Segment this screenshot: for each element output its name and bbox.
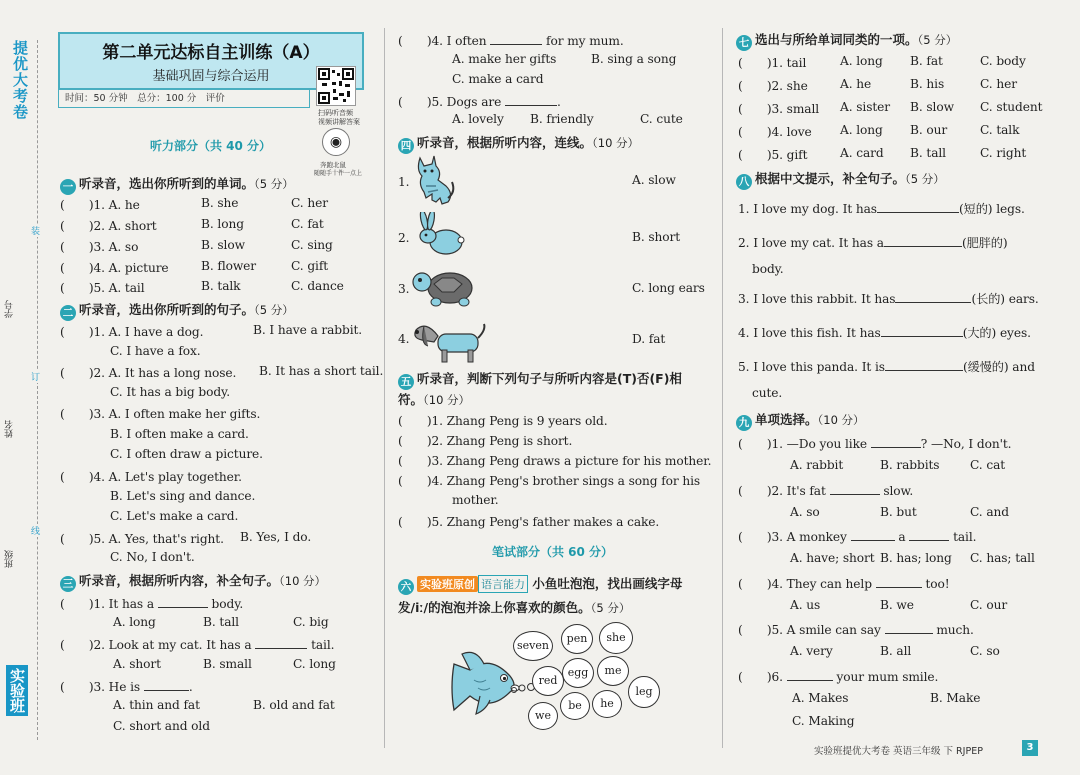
c2-q5-b[interactable]: B. friendly — [530, 112, 594, 126]
s8-q5-cont: cute. — [752, 386, 783, 400]
cat-icon[interactable] — [412, 152, 458, 211]
s9-q2-a[interactable]: A. so — [790, 505, 820, 519]
answer-blank[interactable] — [876, 578, 922, 588]
s2-q1-c[interactable]: C. I have a fox. — [110, 344, 201, 358]
side-seal-char: 线 — [31, 524, 40, 537]
bubble-leg[interactable]: leg — [628, 676, 660, 708]
s7-q3-b[interactable]: B. slow — [910, 100, 954, 114]
section-2-heading: 二 听录音，选出你所听到的句子。（5 分） — [60, 300, 294, 321]
s1-q2-num: ( )2. A. short — [60, 219, 157, 233]
answer-blank[interactable] — [885, 624, 933, 634]
s2-q3-a[interactable]: ( )3. A. I often make her gifts. — [60, 407, 261, 421]
side-seal-char: 订 — [31, 370, 40, 383]
s9-q2-c[interactable]: C. and — [970, 505, 1009, 519]
answer-blank[interactable] — [490, 35, 542, 45]
s2-q5-a[interactable]: ( )5. A. Yes, that's right. — [60, 532, 224, 546]
s9-q1-c[interactable]: C. cat — [970, 458, 1006, 472]
s9-q6-stem: ( )6. your mum smile. — [738, 670, 939, 684]
s9-q2-stem: ( )2. It's fat slow. — [738, 484, 914, 498]
s3-q3-stem: ( )3. He is . — [60, 680, 193, 694]
s5-q2[interactable]: ( )2. Zhang Peng is short. — [398, 434, 573, 448]
section-6-heading-cont: 发/iː/的泡泡并涂上你喜欢的颜色。（5 分） — [398, 600, 631, 615]
listening-header: 听力部分（共 40 分） — [150, 139, 272, 153]
s2-q1-b[interactable]: B. I have a rabbit. — [253, 323, 363, 337]
s7-q4: ( )4. love — [738, 125, 812, 139]
answer-blank[interactable] — [505, 96, 557, 106]
answer-blank[interactable] — [871, 438, 921, 448]
s7-q4-a[interactable]: A. long — [840, 123, 883, 137]
s3-q1-a[interactable]: A. long — [113, 615, 156, 629]
answer-blank[interactable] — [830, 485, 880, 495]
s3-q1-b[interactable]: B. tall — [203, 615, 239, 629]
s2-q4-a[interactable]: ( )4. A. Let's play together. — [60, 470, 242, 484]
s3-q3-b[interactable]: B. old and fat — [253, 698, 335, 712]
c2-q4-stem: ( )4. I often for my mum. — [398, 34, 624, 48]
s9-q6-b[interactable]: B. Make — [930, 691, 981, 705]
s8-q2-cont: body. — [752, 262, 784, 276]
page-subtitle: 基础巩固与综合运用 — [152, 69, 270, 84]
section-9-heading: 九 单项选择。（10 分） — [736, 410, 865, 431]
s2-q3-c[interactable]: C. I often draw a picture. — [110, 447, 263, 461]
section-3-heading: 三 听录音，根据所听内容，补全句子。（10 分） — [60, 571, 326, 592]
side-seal-char: 装 — [31, 224, 40, 237]
section-8-heading: 八 根据中文提示，补全句子。（5 分） — [736, 169, 945, 190]
s4-opt-b[interactable]: B. short — [632, 230, 681, 244]
page-number: 3 — [1022, 740, 1038, 756]
s2-q2-a[interactable]: ( )2. A. It has a long nose. — [60, 366, 237, 380]
s2-q1-a[interactable]: ( )1. A. I have a dog. — [60, 325, 204, 339]
qr-code-icon — [316, 66, 356, 106]
s9-q4-a[interactable]: A. us — [790, 598, 821, 612]
s3-q1-c[interactable]: C. big — [293, 615, 329, 629]
s2-q5-c[interactable]: C. No, I don't. — [110, 550, 195, 564]
c2-q4-b[interactable]: B. sing a song — [591, 52, 677, 66]
s9-q6-c[interactable]: C. Making — [792, 714, 855, 728]
s1-q4-num: ( )4. A. picture — [60, 261, 169, 275]
s8-q1: 1. I love my dog. It has (短的) legs. — [738, 202, 1025, 216]
side-brand: 提优大考卷 — [11, 40, 29, 120]
s9-q4-b[interactable]: B. we — [880, 598, 914, 612]
s7-q1-b[interactable]: B. fat — [910, 54, 943, 68]
s3-q2-stem: ( )2. Look at my cat. It has a tail. — [60, 638, 335, 652]
answer-blank[interactable] — [877, 203, 959, 213]
s3-q2-c[interactable]: C. long — [293, 657, 336, 671]
s2-q3-b[interactable]: B. I often make a card. — [110, 427, 249, 441]
s2-q4-c[interactable]: C. Let's make a card. — [110, 509, 239, 523]
answer-blank[interactable] — [909, 531, 949, 541]
s3-q1-stem: ( )1. It has a body. — [60, 597, 244, 611]
s7-q2-a[interactable]: A. he — [840, 77, 872, 91]
s4-num-1: 1. — [398, 175, 410, 189]
mascot-caption: 奔跑北鼠 — [320, 161, 346, 169]
mascot-badge-icon: ◉ — [322, 128, 350, 156]
rabbit-icon[interactable] — [414, 212, 466, 261]
s7-q2-b[interactable]: B. his — [910, 77, 945, 91]
s5-q1[interactable]: ( )1. Zhang Peng is 9 years old. — [398, 414, 608, 428]
column-divider — [722, 28, 723, 748]
s1-q3-num: ( )3. A. so — [60, 240, 139, 254]
bubble-he[interactable]: he — [592, 690, 622, 718]
s3-q2-b[interactable]: B. small — [203, 657, 252, 671]
s4-num-4: 4. — [398, 332, 410, 346]
s7-q5-a[interactable]: A. card — [840, 146, 884, 160]
bubble-seven[interactable]: seven — [513, 631, 553, 661]
s7-q4-c[interactable]: C. talk — [980, 123, 1020, 137]
s1-q5-b[interactable]: B. talk — [201, 279, 241, 293]
s9-q6-a[interactable]: A. Makes — [792, 691, 849, 705]
answer-blank[interactable] — [158, 598, 208, 608]
s9-q5-stem: ( )5. A smile can say much. — [738, 623, 974, 637]
c2-q5-a[interactable]: A. lovely — [452, 112, 504, 126]
qr-caption: 扫码听音频 — [318, 109, 353, 117]
side-field-class: 班级 — [5, 550, 15, 568]
section-5-heading-cont: 符。（10 分） — [398, 392, 471, 407]
answer-blank[interactable] — [787, 671, 833, 681]
dog-icon[interactable] — [410, 316, 490, 369]
original-tag: 实验班原创 — [417, 576, 478, 592]
qr-caption: 视频讲解答案 — [318, 118, 360, 126]
mascot-caption: 随随手十件一点上 — [314, 170, 363, 177]
s5-q5[interactable]: ( )5. Zhang Peng's father makes a cake. — [398, 515, 660, 529]
s7-q3: ( )3. small — [738, 102, 820, 116]
section-4-heading: 四 听录音，根据所听内容，连线。（10 分） — [398, 133, 639, 154]
s9-q5-a[interactable]: A. very — [790, 644, 833, 658]
ability-tag: 语言能力 — [478, 575, 528, 593]
s7-q3-c[interactable]: C. student — [980, 100, 1043, 114]
s7-q3-a[interactable]: A. sister — [840, 100, 890, 114]
s4-opt-c[interactable]: C. long ears — [632, 281, 705, 295]
s9-q1-a[interactable]: A. rabbit — [790, 458, 844, 472]
s5-q3[interactable]: ( )3. Zhang Peng draws a picture for his mother. — [398, 454, 712, 468]
s8-q2: 2. I love my cat. It has a (肥胖的) — [738, 236, 1008, 250]
s9-q3-c[interactable]: C. has; tall — [970, 551, 1035, 565]
s2-q2-c[interactable]: C. It has a big body. — [110, 385, 230, 399]
bubble-be[interactable]: be — [560, 692, 590, 720]
s4-opt-d[interactable]: D. fat — [632, 332, 666, 346]
s7-q1: ( )1. tail — [738, 56, 807, 70]
bubble-pen[interactable]: pen — [561, 624, 593, 654]
answer-blank[interactable] — [851, 531, 895, 541]
s1-q5-c[interactable]: C. dance — [291, 279, 344, 293]
section-6-heading: 六 实验班原创 语言能力 小鱼吐泡泡，找出画线字母 — [398, 574, 682, 595]
s9-q5-c[interactable]: C. so — [970, 644, 1000, 658]
s7-q5: ( )5. gift — [738, 148, 808, 162]
s5-q4[interactable]: ( )4. Zhang Peng's brother sings a song for his — [398, 474, 701, 488]
bubble-she[interactable]: she — [599, 622, 633, 654]
side-dashed-line — [37, 40, 38, 740]
s1-q1-num: ( )1. A. he — [60, 198, 140, 212]
c2-q5-stem: ( )5. Dogs are . — [398, 95, 561, 109]
s1-q4-b[interactable]: B. flower — [201, 259, 257, 273]
s7-q5-c[interactable]: C. right — [980, 146, 1027, 160]
s7-q1-a[interactable]: A. long — [840, 54, 883, 68]
writing-header: 笔试部分（共 60 分） — [492, 545, 614, 559]
s1-q2-b[interactable]: B. long — [201, 217, 244, 231]
s9-q3-a[interactable]: A. have; short — [790, 551, 875, 565]
s9-q4-stem: ( )4. They can help too! — [738, 577, 950, 591]
s8-q4: 4. I love this fish. It has (大的) eyes. — [738, 326, 1031, 340]
s7-q2-c[interactable]: C. her — [980, 77, 1017, 91]
column-divider — [384, 28, 385, 748]
bubble-red[interactable]: red — [532, 666, 564, 696]
answer-blank[interactable] — [881, 327, 963, 337]
side-field-student-no: 学号 — [5, 300, 15, 318]
s1-q3-c[interactable]: C. sing — [291, 238, 333, 252]
s1-q4-c[interactable]: C. gift — [291, 259, 329, 273]
bubble-we[interactable]: we — [528, 702, 558, 730]
s7-q2: ( )2. she — [738, 79, 808, 93]
section-1-heading: 一 听录音，选出你所听到的单词。（5 分） — [60, 174, 294, 195]
s3-q3-a[interactable]: A. thin and fat — [113, 698, 200, 712]
c2-q4-c[interactable]: C. make a card — [452, 72, 544, 86]
s9-q3-stem: ( )3. A monkey a tail. — [738, 530, 977, 544]
s2-q2-b[interactable]: B. It has a short tail. — [259, 364, 384, 378]
s7-q5-b[interactable]: B. tall — [910, 146, 946, 160]
s2-q5-b[interactable]: B. Yes, I do. — [240, 530, 312, 544]
answer-blank[interactable] — [884, 237, 962, 247]
s1-q1-c[interactable]: C. her — [291, 196, 328, 210]
s3-q2-a[interactable]: A. short — [113, 657, 161, 671]
s4-num-2: 2. — [398, 231, 410, 245]
page-title: 第二单元达标自主训练（A） — [102, 43, 320, 63]
bubble-egg[interactable]: egg — [562, 658, 594, 688]
answer-blank[interactable] — [255, 639, 307, 649]
s1-q1-b[interactable]: B. she — [201, 196, 239, 210]
answer-blank[interactable] — [885, 361, 963, 371]
section-7-heading: 七 选出与所给单词同类的一项。（5 分） — [736, 30, 957, 51]
s1-q3-b[interactable]: B. slow — [201, 238, 245, 252]
s1-q2-c[interactable]: C. fat — [291, 217, 324, 231]
section-5-heading: 五 听录音，判断下列句子与所听内容是(T)否(F)相 — [398, 369, 682, 390]
s7-q4-b[interactable]: B. our — [910, 123, 948, 137]
c2-q4-a[interactable]: A. make her gifts — [452, 52, 557, 66]
c2-q5-c[interactable]: C. cute — [640, 112, 683, 126]
s9-q4-c[interactable]: C. our — [970, 598, 1008, 612]
answer-blank[interactable] — [144, 681, 189, 691]
s4-opt-a[interactable]: A. slow — [632, 173, 676, 187]
s4-num-3: 3. — [398, 282, 410, 296]
s1-q5-num: ( )5. A. tail — [60, 281, 145, 295]
s5-q4-cont: mother. — [452, 493, 499, 507]
bubble-me[interactable]: me — [597, 656, 629, 686]
s2-q4-b[interactable]: B. Let's sing and dance. — [110, 489, 256, 503]
s9-q5-b[interactable]: B. all — [880, 644, 912, 658]
footer-text: 实验班提优大考卷 英语三年级 下 RJPEP — [814, 746, 983, 757]
s9-q2-b[interactable]: B. but — [880, 505, 917, 519]
s9-q1-stem: ( )1. —Do you like ? —No, I don't. — [738, 437, 1012, 451]
s3-q3-c[interactable]: C. short and old — [113, 719, 210, 733]
side-field-name: 姓名 — [5, 420, 15, 438]
s8-q5: 5. I love this panda. It is (缓慢的) and — [738, 360, 1035, 374]
answer-blank[interactable] — [895, 293, 971, 303]
side-brand-bottom: 实验班 — [6, 665, 28, 716]
time-score-bar: 时间：50 分钟 总分：100 分 评价 — [58, 90, 310, 108]
s8-q3: 3. I love this rabbit. It has (长的) ears. — [738, 292, 1039, 306]
s9-q1-b[interactable]: B. rabbits — [880, 458, 940, 472]
turtle-icon[interactable] — [412, 264, 480, 311]
s7-q1-c[interactable]: C. body — [980, 54, 1026, 68]
s9-q3-b[interactable]: B. has; long — [880, 551, 952, 565]
